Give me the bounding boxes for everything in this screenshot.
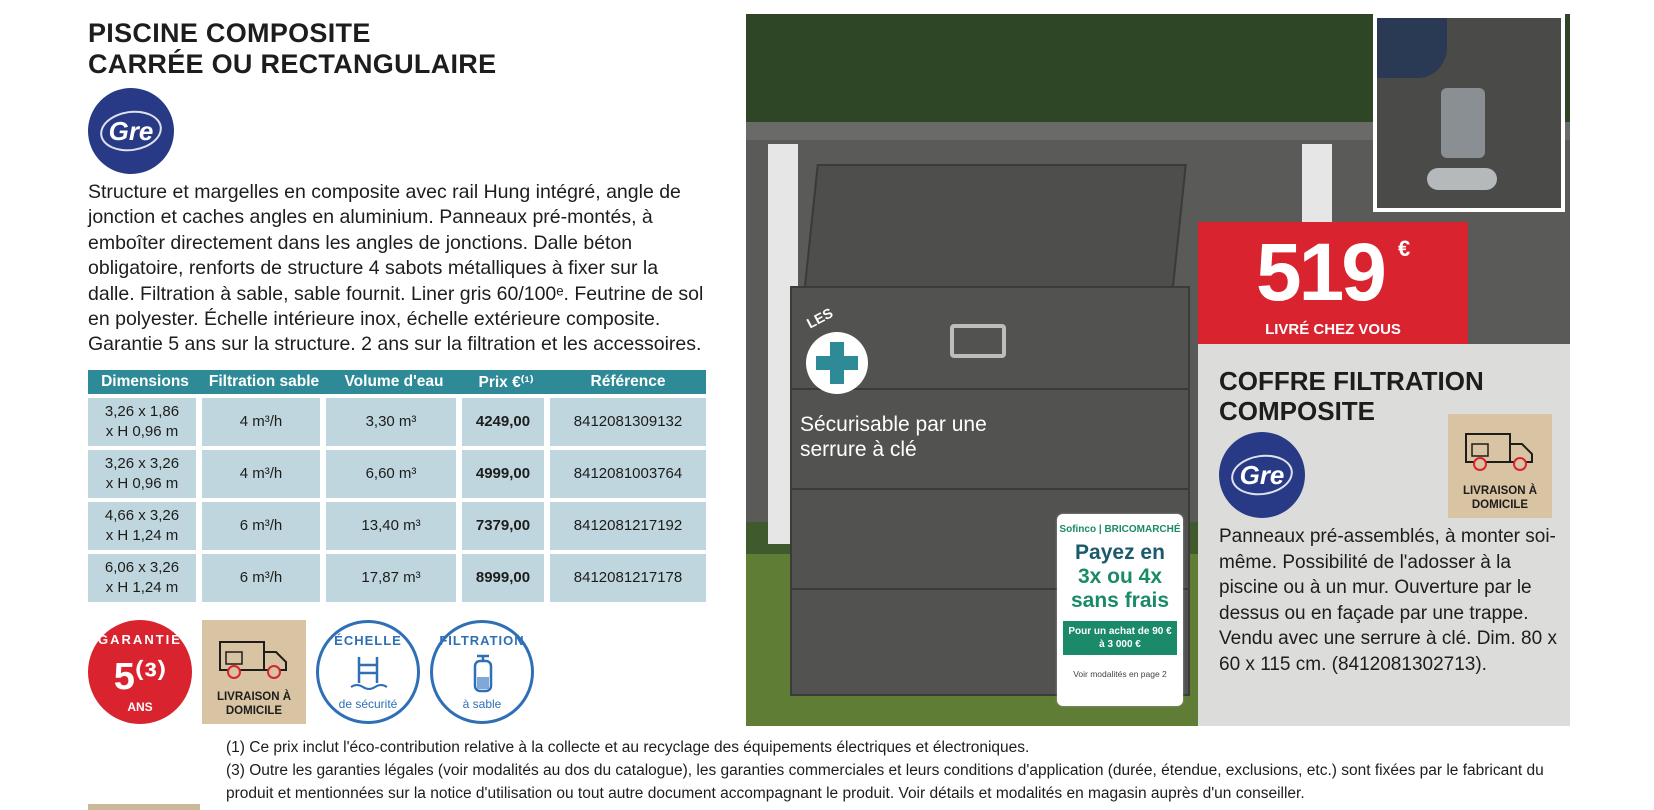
cell-dimensions <box>88 554 202 602</box>
dim-line1: 3,26 x 1,86 <box>104 403 180 420</box>
cell-price: 8999,00 <box>462 554 550 602</box>
photo-box-lid <box>803 164 1187 294</box>
cell-reference: 8412081003764 <box>550 450 706 498</box>
filtration-badge <box>430 620 534 724</box>
coffre-title <box>1219 366 1484 426</box>
piscine-title-line1: PISCINE COMPOSITE <box>88 18 371 48</box>
echelle-bottom: de sécurité <box>338 697 398 711</box>
dim-line2: x H 1,24 m <box>105 579 179 596</box>
dim-line2: x H 1,24 m <box>105 527 179 544</box>
table-header-row <box>88 370 706 394</box>
cell-reference: 8412081217178 <box>550 554 706 602</box>
coffre-price-note: LIVRÉ CHEZ VOUS <box>1265 321 1401 338</box>
col-prix: Prix €⁽¹⁾ <box>462 370 550 394</box>
dim-line2: x H 0,96 m <box>105 475 179 492</box>
cell-filtration: 4 m³/h <box>202 450 326 498</box>
dim-line1: 6,06 x 3,26 <box>104 559 180 576</box>
coffre-title-line2: COMPOSITE <box>1219 396 1376 426</box>
col-reference: Référence <box>550 370 706 394</box>
les-plus-callout <box>800 304 987 461</box>
col-volume: Volume d'eau <box>326 370 462 394</box>
coffre-currency: € <box>1398 236 1411 261</box>
cell-reference: 8412081309132 <box>550 398 706 446</box>
sofinco-card <box>1057 514 1183 706</box>
livraison-text: LIVRAISON À DOMICILE <box>216 691 292 717</box>
les-text: Sécurisable par une serrure à clé <box>800 413 987 461</box>
cell-dimensions <box>88 502 202 550</box>
inset-pipe <box>1427 168 1497 190</box>
table-row <box>88 450 706 498</box>
footnote-1: (1) Ce prix inclut l'éco-contribution relative à la collecte et au recyclage des équipements électriques et électroniques. <box>226 739 1030 756</box>
cell-volume: 3,30 m³ <box>326 398 462 446</box>
cell-reference: 8412081217192 <box>550 502 706 550</box>
col-filtration: Filtration sable <box>202 370 326 394</box>
box-handle-icon <box>950 324 1006 358</box>
plank-line <box>792 488 1188 490</box>
filter-tank-icon <box>463 653 503 697</box>
gre-logo-coffre <box>1219 432 1305 518</box>
col-dimensions: Dimensions <box>88 370 202 394</box>
garantie-years: 5⁽³⁾ <box>113 656 167 698</box>
footnote-3: (3) Outre les garanties légales (voir modalités au dos du catalogue), les garanties commerciales et leurs conditions d'application (durée, étendue, exclusions, etc.) sont fixées par le fabricant du produit et mentionnées sur la notice d'utilisation ou tout autre document accompagnant le produit. Voir détails et modalités en magasin auprès d'un conseiller. <box>226 762 1544 802</box>
bottom-thumbnail <box>88 804 200 810</box>
sofinco-condition: Pour un achat de 90 € à 3 000 € <box>1063 621 1177 655</box>
truck-icon <box>214 634 294 684</box>
coffre-title-line1: COFFRE FILTRATION <box>1219 366 1484 396</box>
truck-icon <box>1460 426 1540 476</box>
table-row <box>88 554 706 602</box>
piscine-spec-table <box>88 366 706 606</box>
filtration-top: FILTRATION <box>439 633 525 648</box>
livraison-badge-coffre <box>1448 414 1552 518</box>
livraison-badge-piscine <box>202 620 306 724</box>
gre-logo-text: Gre <box>1239 459 1285 490</box>
gre-logo-ring-icon <box>1229 451 1296 499</box>
cell-volume: 6,60 m³ <box>326 450 462 498</box>
gre-logo-ring-icon <box>98 107 165 155</box>
cell-dimensions <box>88 398 202 446</box>
echelle-badge <box>316 620 420 724</box>
table-row <box>88 502 706 550</box>
coffre-price: 519 <box>1256 227 1384 318</box>
coffre-price-box <box>1198 222 1468 344</box>
cell-filtration: 6 m³/h <box>202 502 326 550</box>
les-word: LES <box>803 304 836 332</box>
cell-price: 4999,00 <box>462 450 550 498</box>
dim-line1: 3,26 x 3,26 <box>104 455 180 472</box>
pay-line2: 3x ou 4x <box>1077 565 1163 588</box>
livraison-text: LIVRAISON À DOMICILE <box>1462 485 1538 511</box>
garantie-badge <box>88 620 192 724</box>
inset-arm <box>1377 18 1447 78</box>
cell-dimensions <box>88 450 202 498</box>
pay-line3: sans frais <box>1070 589 1170 612</box>
footnotes <box>226 736 1556 805</box>
garantie-unit: ANS <box>127 700 153 714</box>
cell-volume: 13,40 m³ <box>326 502 462 550</box>
ladder-icon <box>349 653 389 693</box>
coffre-description: Panneaux pré-assemblés, à monter soi-même. Possibilité de l'adosser à la piscine ou à un mur. Ouverture par le dessus ou en façade par une trappe. Vendu avec une serrure à clé. Dim. 80 x 60 x 115 cm. (8412081302713). <box>1219 526 1557 675</box>
garantie-word: GARANTIE <box>98 632 182 647</box>
piscine-description: Structure et margelles en composite avec rail Hung intégré, angle de jonction et caches angles en aluminium. Panneaux pré-montés, à emboîter directement dans les angles de jonctions. Dalle béton obligatoire, renforts de structure 4 sabots métalliques à fixer sur la dalle. Filtration à sable, sable fournit. Liner gris 60/100ᵉ. Feutrine de sol en polyester. Échelle intérieure inox, échelle extérieure composite. Garantie 5 ans sur la structure. 2 ans sur la filtration et les accessoires. <box>88 181 704 356</box>
cell-filtration: 4 m³/h <box>202 398 326 446</box>
dim-line2: x H 0,96 m <box>105 423 179 440</box>
sofinco-pay <box>1057 541 1183 613</box>
filtration-bottom: à sable <box>462 697 502 711</box>
gre-logo-text: Gre <box>108 115 154 146</box>
cell-price: 4249,00 <box>462 398 550 446</box>
piscine-title-line2: CARRÉE OU RECTANGULAIRE <box>88 49 497 79</box>
inset-filter-cylinder <box>1441 88 1485 158</box>
dim-line1: 4,66 x 3,26 <box>104 507 180 524</box>
cell-price: 7379,00 <box>462 502 550 550</box>
cell-filtration: 6 m³/h <box>202 554 326 602</box>
pay-line1: Payez en <box>1075 541 1165 564</box>
gre-logo <box>88 88 174 174</box>
sofinco-modalites: Voir modalités en page 2 <box>1073 669 1167 679</box>
piscine-title <box>88 18 496 80</box>
inset-photo <box>1373 14 1565 212</box>
echelle-top: ÉCHELLE <box>334 633 402 648</box>
plus-icon <box>806 332 868 394</box>
table-row <box>88 398 706 446</box>
sofinco-header: Sofinco | BRICOMARCHÉ <box>1059 524 1181 535</box>
cell-volume: 17,87 m³ <box>326 554 462 602</box>
